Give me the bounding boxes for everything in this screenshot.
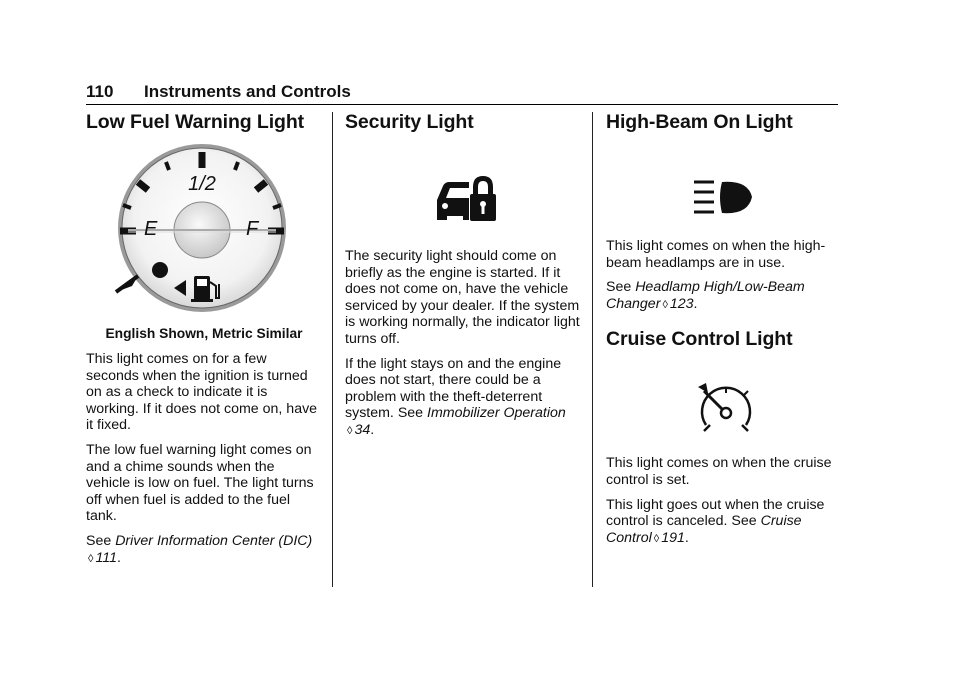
high-beam-heading: High-Beam On Light (606, 111, 793, 133)
gauge-half-label: 1/2 (188, 173, 216, 195)
gauge-full-label: F (246, 218, 259, 240)
page-header (86, 82, 838, 105)
page-ref-icon: ◊ (653, 532, 660, 545)
page-ref-icon: ◊ (347, 424, 353, 437)
security-paragraph-1: The security light should come on briefly as the engine is started. If it does not come on, have the vehicle serviced by your dealer. If the system is working normally, the indicator light turns off. (345, 248, 580, 347)
fuel-gauge-illustration (106, 144, 322, 320)
section-title: Instruments and Controls (144, 82, 351, 101)
page-number: 110 (86, 82, 114, 101)
cruise-control-link[interactable]: Cruise Control (606, 513, 802, 546)
low-fuel-paragraph-2: The low fuel warning light comes on and a chime sounds when the vehicle is low on fuel. The light turns off when fuel is added to the fuel tank. (86, 441, 314, 525)
security-paragraph-2: If the light stays on and the engine does not start, there could be a problem with the theft-deterrent system. See Immobilizer Operation ◊ 34. (345, 355, 566, 438)
high-beam-section (606, 110, 842, 555)
cruise-page-link[interactable]: 191 (661, 529, 685, 546)
gauge-empty-label: E (144, 218, 158, 240)
low-fuel-heading: Low Fuel Warning Light (86, 111, 305, 133)
high-beam-see-also: See Headlamp High/Low-Beam Changer ◊ 123. (606, 279, 805, 312)
cruise-paragraph-1: This light comes on when the cruise control is set. (606, 455, 832, 488)
low-fuel-see-also: See Driver Information Center (DIC) ◊ 111. (86, 532, 313, 566)
headlamp-page-link[interactable]: 123 (669, 295, 694, 312)
cruise-control-icon (696, 381, 842, 433)
immobilizer-link[interactable]: Immobilizer Operation (427, 405, 566, 422)
cruise-section (606, 327, 842, 547)
low-fuel-section (86, 110, 322, 575)
column-divider-1 (332, 112, 333, 587)
security-section (345, 110, 581, 448)
column-divider-2 (592, 112, 593, 587)
cruise-paragraph-2: This light goes out when the cruise control is canceled. See Cruise Control ◊ 191. (606, 496, 825, 546)
security-light-icon (433, 174, 581, 226)
dic-link[interactable]: Driver Information Center (DIC) (115, 532, 313, 549)
page-ref-icon: ◊ (662, 298, 668, 311)
cruise-heading: Cruise Control Light (606, 328, 793, 351)
high-beam-icon (690, 178, 842, 218)
high-beam-paragraph: This light comes on when the high-beam headlamps are in use. (606, 238, 826, 271)
gauge-caption: English Shown, Metric Similar (105, 326, 303, 341)
page-ref-icon: ◊ (88, 552, 94, 565)
security-heading: Security Light (345, 111, 474, 133)
headlamp-link[interactable]: Headlamp High/Low-Beam Changer (606, 279, 805, 312)
dic-page-link[interactable]: 111 (95, 549, 118, 566)
immobilizer-page-link[interactable]: 34 (354, 421, 371, 438)
low-fuel-paragraph-1: This light comes on for a few seconds when the ignition is turned on as a check to indicate it is working. If it does not come on, have it fixed. (86, 351, 318, 434)
